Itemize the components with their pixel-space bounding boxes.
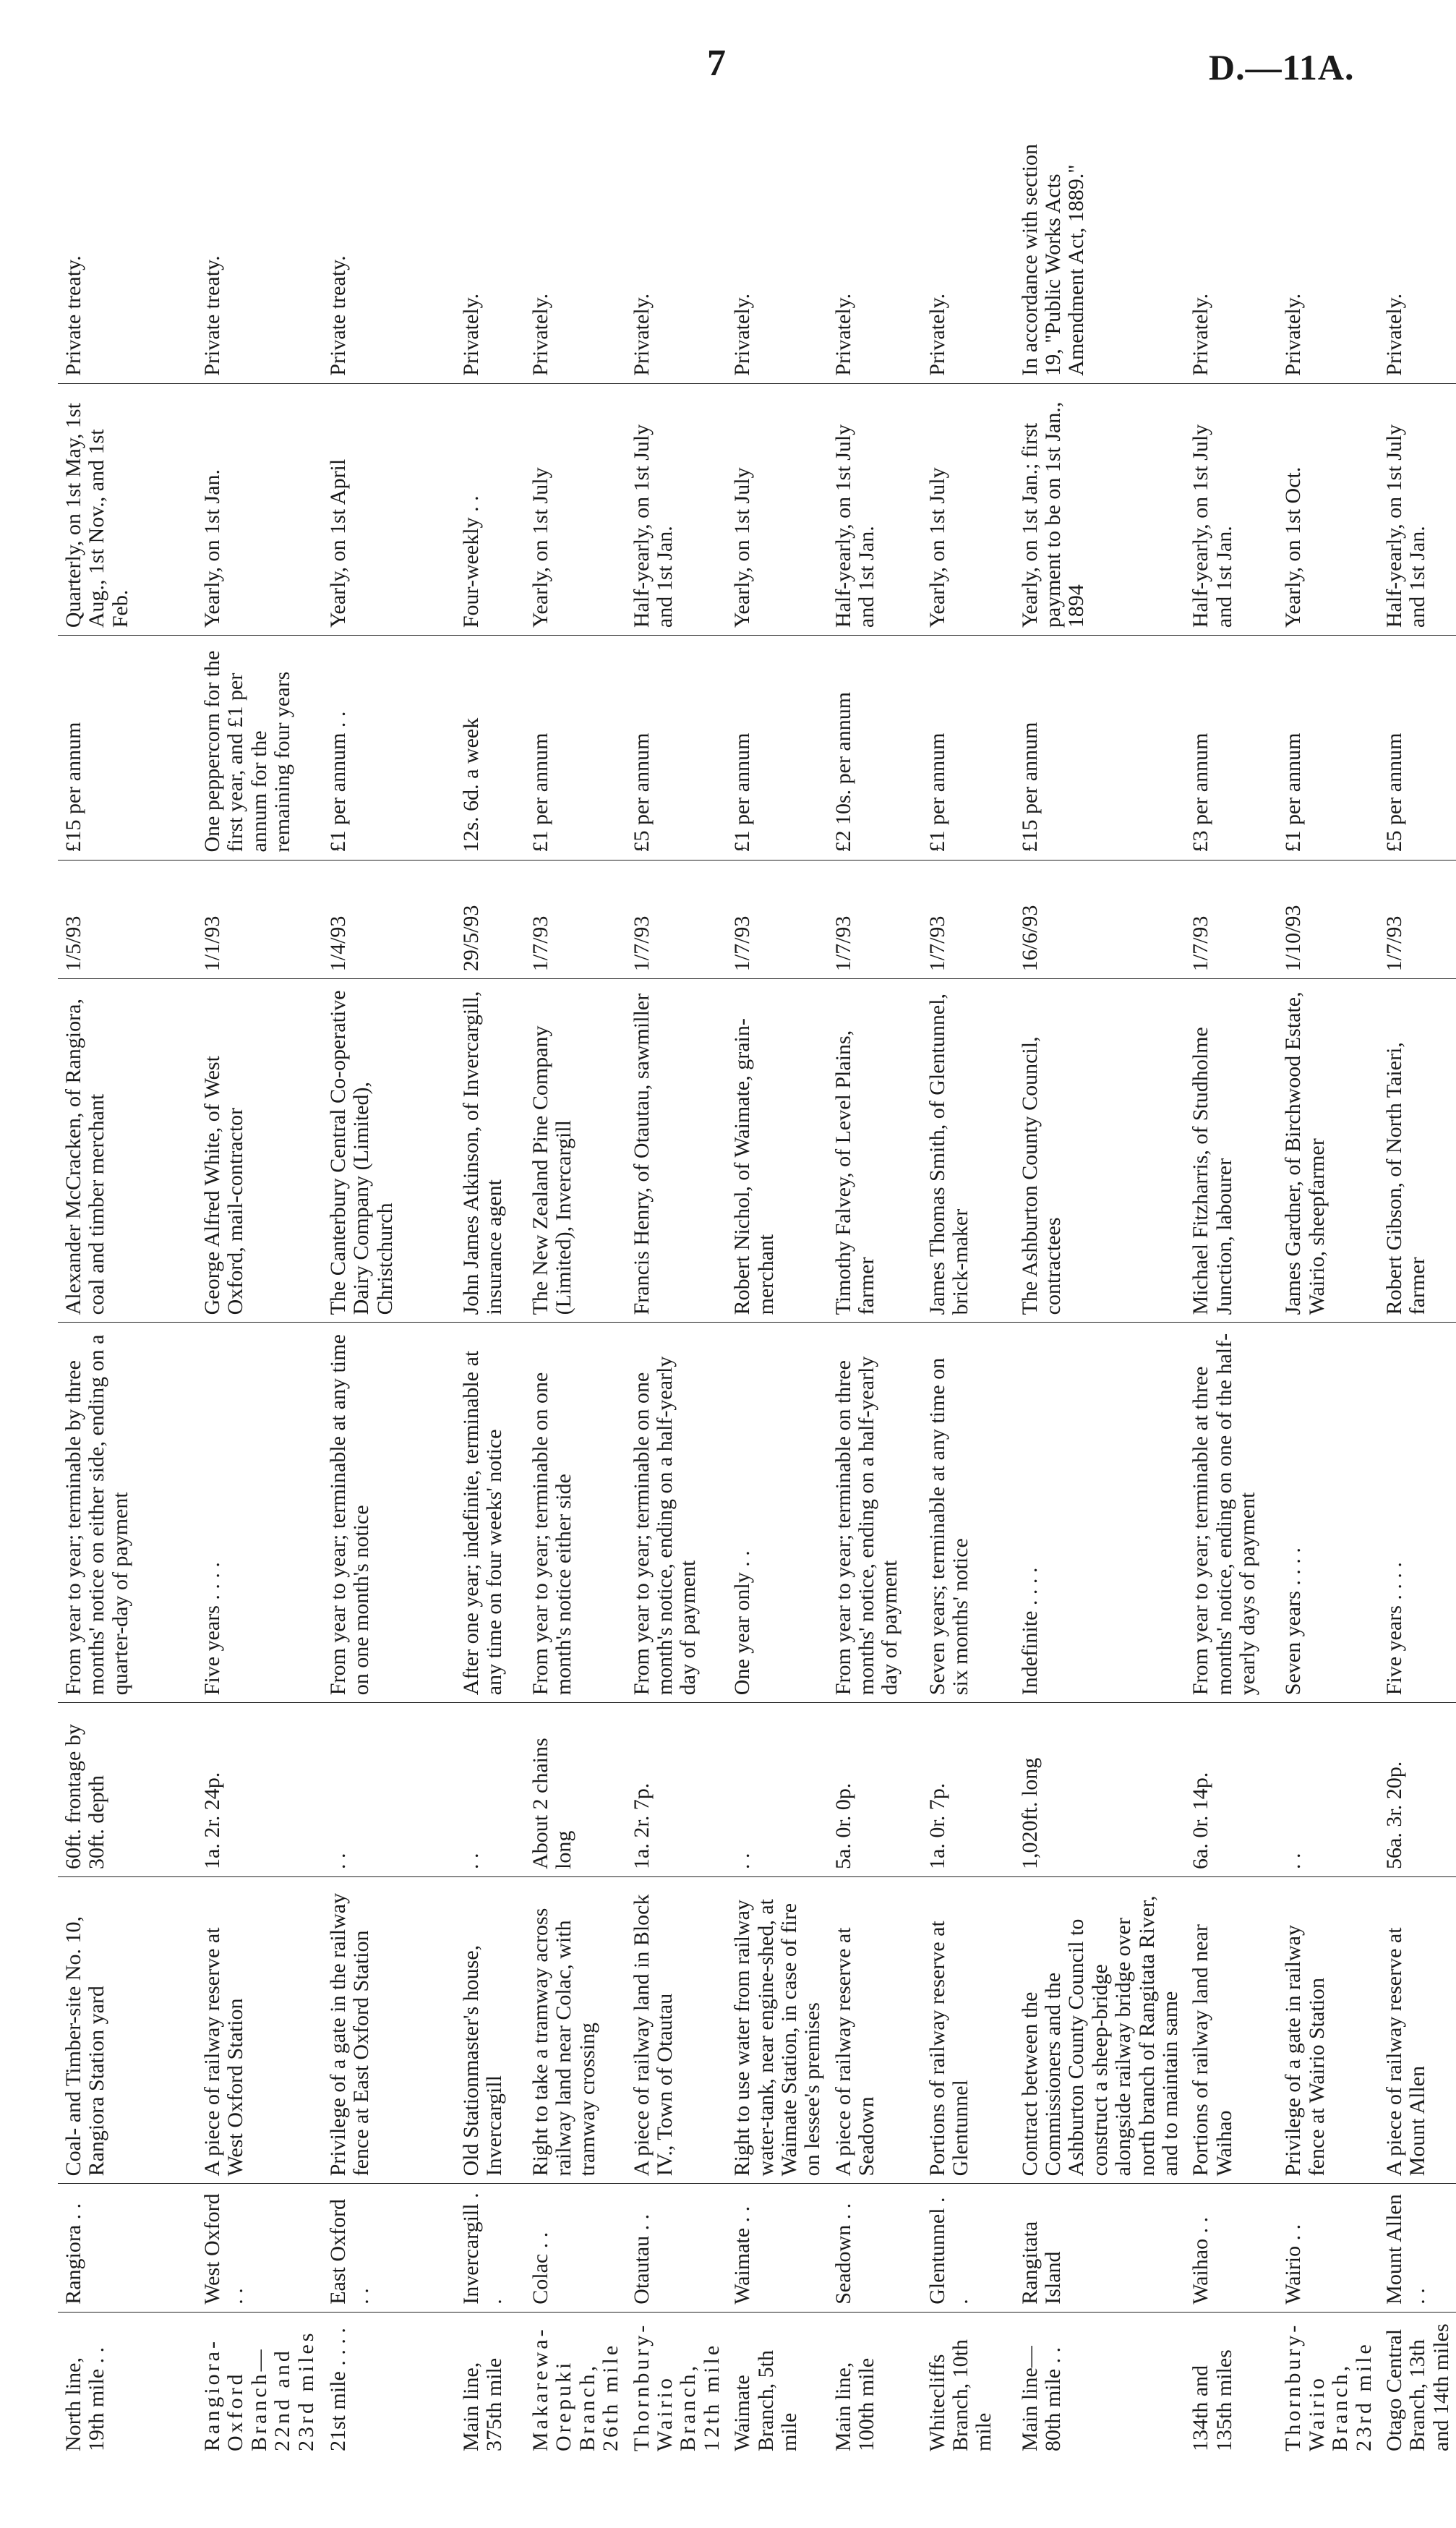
- rent-cell: £15 per annum: [1014, 636, 1186, 860]
- situation-cell: Whitecliffs Branch, 10th mile: [925, 2339, 996, 2451]
- area-cell: 1,020ft. long: [1014, 1703, 1186, 1877]
- description-cell: A piece of railway reserve at Seadown: [828, 1876, 922, 2183]
- description-cell: Portions of railway reserve at Glentunnel: [922, 1876, 1014, 2183]
- lessee-cell: George Alfred White, of West Oxford, mail-contractor: [197, 979, 322, 1323]
- lessee-cell: Timothy Falvey, of Level Plains, farmer: [828, 979, 922, 1323]
- station-cell: Otautau . .: [626, 2184, 727, 2312]
- description-cell: Right to use water from railway water-tank, near engine-shed, at Waimate Station, in case of fire on lessee's premises: [727, 1876, 828, 2183]
- area-cell: About 2 chains long: [525, 1703, 626, 1877]
- table-row: [922, 108, 1014, 2459]
- table-row: [727, 108, 828, 2459]
- commencement-cell: 1/7/93: [525, 860, 626, 979]
- rent-cell: £2 10s. per annum: [828, 636, 922, 860]
- station-cell: Rangitata Island: [1014, 2184, 1186, 2312]
- rent-cell: £1 per annum: [727, 636, 828, 860]
- table-row: [525, 108, 626, 2459]
- document-code: D.—11A.: [1209, 47, 1355, 87]
- table-row: [58, 108, 197, 2459]
- station-cell: Wairio . .: [1277, 2184, 1379, 2312]
- commencement-cell: 1/1/93: [197, 860, 322, 979]
- commencement-cell: 1/7/93: [922, 860, 1014, 979]
- commencement-cell: 1/5/93: [58, 860, 197, 979]
- commencement-cell: 1/7/93: [626, 860, 727, 979]
- area-cell: 1a. 0r. 7p.: [922, 1703, 1014, 1877]
- term-cell: One year only . .: [727, 1323, 828, 1703]
- how-let-cell: Privately.: [922, 108, 1014, 383]
- how-let-cell: Privately.: [525, 108, 626, 383]
- table-row: [1185, 108, 1277, 2459]
- term-cell: From year to year; terminable on three months' notice, ending on a half-yearly day of payment: [828, 1323, 922, 1703]
- rent-cell: £1 per annum: [525, 636, 626, 860]
- term-cell: Five years . . . .: [197, 1323, 322, 1703]
- payment-cell: Half-yearly, on 1st July and 1st Jan.: [1185, 383, 1277, 635]
- lessee-cell: Alexander McCracken, of Rangiora, coal and timber merchant: [58, 979, 197, 1323]
- rent-cell: 12s. 6d. a week: [455, 636, 525, 860]
- payment-cell: Yearly, on 1st Oct.: [1277, 383, 1379, 635]
- term-cell: Seven years; terminable at any time on six months' notice: [922, 1323, 1014, 1703]
- commencement-cell: 1/7/93: [828, 860, 922, 979]
- lessee-cell: Francis Henry, of Otautau, sawmiller: [626, 979, 727, 1323]
- situation-cell: Makarewa-Orepuki Branch, 26th mile: [528, 2326, 623, 2451]
- area-cell: . .: [1277, 1703, 1379, 1877]
- payment-cell: Half-yearly, on 1st July and 1st Jan.: [626, 383, 727, 635]
- term-cell: From year to year; terminable at three months' notice, ending on one of the half-yearly days of payment: [1185, 1323, 1277, 1703]
- station-cell: Mount Allen . .: [1379, 2184, 1456, 2312]
- description-cell: Old Stationmaster's house, Invercargill: [455, 1876, 525, 2183]
- area-cell: 1a. 2r. 7p.: [626, 1703, 727, 1877]
- how-let-cell: Privately.: [727, 108, 828, 383]
- how-let-cell: Privately.: [828, 108, 922, 383]
- table-row: [626, 108, 727, 2459]
- lessee-cell: The Canterbury Central Co-operative Dairy Company (Limited), Christchurch: [322, 979, 455, 1323]
- how-let-cell: Privately.: [1277, 108, 1379, 383]
- lessee-cell: James Gardner, of Birchwood Estate, Wairio, sheepfarmer: [1277, 979, 1379, 1323]
- how-let-cell: Privately.: [1379, 108, 1456, 383]
- rent-cell: £5 per annum: [626, 636, 727, 860]
- commencement-cell: 16/6/93: [1014, 860, 1186, 979]
- term-cell: Five years . . . .: [1379, 1323, 1456, 1703]
- how-let-cell: Private treaty.: [58, 108, 197, 383]
- area-cell: 56a. 3r. 20p.: [1379, 1703, 1456, 1877]
- station-cell: Waimate . .: [727, 2184, 828, 2312]
- commencement-cell: 1/4/93: [322, 860, 455, 979]
- table-row: [322, 108, 455, 2459]
- term-cell: From year to year; terminable on one month's notice, ending on a half-yearly day of payment: [626, 1323, 727, 1703]
- area-cell: . .: [322, 1703, 455, 1877]
- station-cell: Waihao . .: [1185, 2184, 1277, 2312]
- payment-cell: Yearly, on 1st July: [727, 383, 828, 635]
- commencement-cell: 1/10/93: [1277, 860, 1379, 979]
- term-cell: After one year; indefinite, terminable at any time on four weeks' notice: [455, 1323, 525, 1703]
- payment-cell: Quarterly, on 1st May, 1st Aug., 1st Nov., and 1st Feb.: [58, 383, 197, 635]
- area-cell: 6a. 0r. 14p.: [1185, 1703, 1277, 1877]
- station-cell: West Oxford . .: [197, 2184, 322, 2312]
- description-cell: Privilege of a gate in railway fence at Wairio Station: [1277, 1876, 1379, 2183]
- payment-cell: Half-yearly, on 1st July and 1st Jan.: [828, 383, 922, 635]
- situation-cell: Main line— 80th mile . .: [1017, 2346, 1066, 2451]
- area-cell: 1a. 2r. 24p.: [197, 1703, 322, 1877]
- situation-cell: Thornbury-Wairio Branch, 23rd mile: [1281, 2322, 1376, 2451]
- lessee-cell: James Thomas Smith, of Glentunnel, brick-maker: [922, 979, 1014, 1323]
- table-row: [1014, 108, 1186, 2459]
- description-cell: A piece of railway reserve at Mount Allen: [1379, 1876, 1456, 2183]
- lessee-cell: Robert Gibson, of North Taieri, farmer: [1379, 979, 1456, 1323]
- lessee-cell: The Ashburton County Council, contractees: [1014, 979, 1186, 1323]
- how-let-cell: Privately.: [626, 108, 727, 383]
- how-let-cell: Private treaty.: [197, 108, 322, 383]
- lease-table: [58, 108, 1456, 2459]
- description-cell: A piece of railway land in Block IV., Town of Otautau: [626, 1876, 727, 2183]
- rent-cell: £15 per annum: [58, 636, 197, 860]
- how-let-cell: Privately.: [455, 108, 525, 383]
- description-cell: A piece of railway reserve at West Oxford Station: [197, 1876, 322, 2183]
- rent-cell: £1 per annum . .: [322, 636, 455, 860]
- how-let-cell: Privately.: [1185, 108, 1277, 383]
- situation-cell: Otago Central Branch, 13th and 14th miles: [1382, 2323, 1453, 2451]
- lessee-cell: The New Zealand Pine Company (Limited), Invercargill: [525, 979, 626, 1323]
- table-row: [197, 108, 322, 2459]
- area-cell: . .: [727, 1703, 828, 1877]
- payment-cell: Four-weekly . .: [455, 383, 525, 635]
- station-cell: Rangiora . .: [58, 2184, 197, 2312]
- term-cell: From year to year; terminable at any time on one month's notice: [322, 1323, 455, 1703]
- description-cell: Coal- and Timber-site No. 10, Rangiora Station yard: [58, 1876, 197, 2183]
- term-cell: From year to year; terminable on one month's notice either side: [525, 1323, 626, 1703]
- situation-cell: North line, 19th mile . .: [61, 2346, 109, 2451]
- station-cell: Seadown . .: [828, 2184, 922, 2312]
- station-cell: Invercargill . .: [455, 2184, 525, 2312]
- situation-cell: Main line, 375th mile: [459, 2357, 507, 2451]
- description-cell: Portions of railway land near Waihao: [1185, 1876, 1277, 2183]
- description-cell: Contract between the Commissioners and the Ashburton County Council to construct a sheep-bridge alongside railway bridge over north branch of Rangitata River, and to maintain same: [1014, 1876, 1186, 2183]
- area-cell: 5a. 0r. 0p.: [828, 1703, 922, 1877]
- lease-table-body: [58, 108, 1456, 2459]
- rent-cell: £3 per annum: [1185, 636, 1277, 860]
- station-cell: Glentunnel . .: [922, 2184, 1014, 2312]
- situation-cell: Waimate Branch, 5th mile: [730, 2350, 801, 2451]
- rent-cell: £1 per annum: [922, 636, 1014, 860]
- rotated-table-wrapper: [58, 108, 1453, 2459]
- payment-cell: Yearly, on 1st Jan.; first payment to be on 1st Jan., 1894: [1014, 383, 1186, 635]
- term-cell: Indefinite . . . .: [1014, 1323, 1186, 1703]
- situation-cell: 134th and 135th miles: [1189, 2349, 1236, 2451]
- term-cell: Seven years . . . .: [1277, 1323, 1379, 1703]
- lessee-cell: Michael Fitzharris, of Studholme Junction, labourer: [1185, 979, 1277, 1323]
- how-let-cell: In accordance with section 19, "Public Works Acts Amendment Act, 1889.": [1014, 108, 1186, 383]
- payment-cell: Yearly, on 1st April: [322, 383, 455, 635]
- station-cell: East Oxford . .: [322, 2184, 455, 2312]
- rent-cell: £5 per annum: [1379, 636, 1456, 860]
- commencement-cell: 29/5/93: [455, 860, 525, 979]
- term-cell: From year to year; terminable by three months' notice on either side, ending on a quarter-day of payment: [58, 1323, 197, 1703]
- description-cell: Privilege of a gate in the railway fence at East Oxford Station: [322, 1876, 455, 2183]
- payment-cell: Yearly, on 1st Jan.: [197, 383, 322, 635]
- commencement-cell: 1/7/93: [1379, 860, 1456, 979]
- lessee-cell: Robert Nichol, of Waimate, grain-merchant: [727, 979, 828, 1323]
- situation-cell: Thornbury-Wairio Branch, 12th mile: [629, 2322, 724, 2451]
- station-cell: Colac . .: [525, 2184, 626, 2312]
- lessee-cell: John James Atkinson, of Invercargill, insurance agent: [455, 979, 525, 1323]
- commencement-cell: 1/7/93: [1185, 860, 1277, 979]
- payment-cell: Yearly, on 1st July: [922, 383, 1014, 635]
- situation-cell: Main line, 100th mile: [831, 2357, 879, 2451]
- area-cell: . .: [455, 1703, 525, 1877]
- situation-cell: 21st mile . . . .: [326, 2328, 350, 2451]
- rent-cell: £1 per annum: [1277, 636, 1379, 860]
- situation-cell: Rangiora-Oxford Branch— 22nd and 23rd miles: [200, 2330, 318, 2451]
- description-cell: Right to take a tramway across railway land near Colac, with tramway crossing: [525, 1876, 626, 2183]
- rent-cell: One peppercorn for the first year, and £1 per annum for the remaining four years: [197, 636, 322, 860]
- payment-cell: Yearly, on 1st July: [525, 383, 626, 635]
- page-number: 7: [707, 43, 726, 84]
- table-row: [828, 108, 922, 2459]
- payment-cell: Half-yearly, on 1st July and 1st Jan.: [1379, 383, 1456, 635]
- commencement-cell: 1/7/93: [727, 860, 828, 979]
- table-row: [1277, 108, 1379, 2459]
- table-row: [455, 108, 525, 2459]
- how-let-cell: Private treaty.: [322, 108, 455, 383]
- area-cell: 60ft. frontage by 30ft. depth: [58, 1703, 197, 1877]
- table-row: [1379, 108, 1456, 2459]
